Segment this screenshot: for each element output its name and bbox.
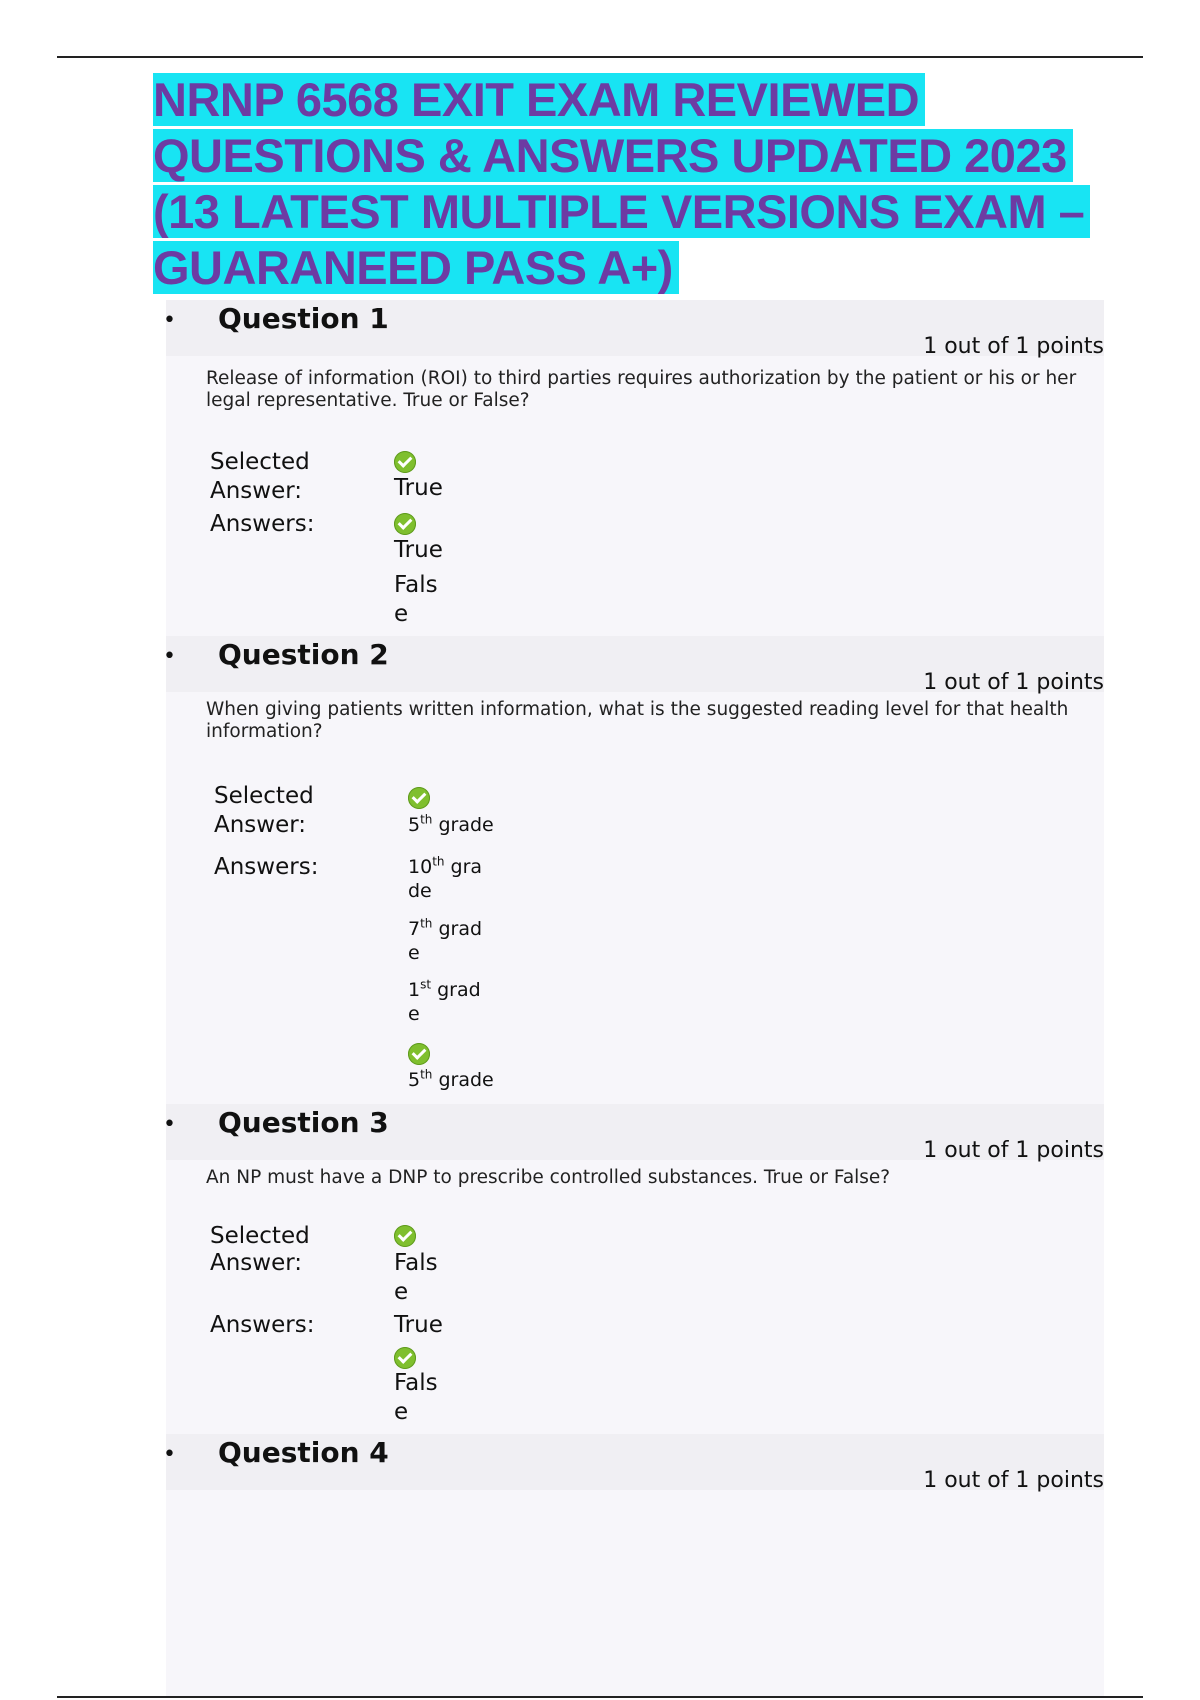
question-2-answer-option: 5th grade <box>408 1067 494 1091</box>
selected-label: Selected <box>214 783 314 809</box>
bullet: • <box>163 644 176 669</box>
question-1-header <box>163 300 1104 359</box>
question-2-answer-option: 7th grad e <box>408 916 483 964</box>
answers-label: Answers: <box>214 854 319 880</box>
question-3-answer-option: Fals e <box>394 1370 438 1425</box>
question-3-header <box>163 1104 1104 1163</box>
question-2-header <box>163 636 1104 695</box>
correct-check-icon <box>394 513 416 535</box>
question-1-selected-answer: True <box>394 475 443 501</box>
correct-check-icon <box>394 1225 416 1247</box>
question-4-title: Question 4 <box>218 1436 389 1469</box>
question-3-answer-option: True <box>394 1312 443 1338</box>
correct-check-icon <box>394 1347 416 1369</box>
question-4-header <box>163 1434 1104 1493</box>
answers-label: Answers: <box>210 511 315 537</box>
question-3-title: Question 3 <box>218 1106 389 1139</box>
top-rule <box>57 56 1143 58</box>
question-4-points: 1 out of 1 points <box>923 1468 1104 1493</box>
question-2-title: Question 2 <box>218 638 389 671</box>
bullet: • <box>163 308 176 333</box>
answers-label: Answers: <box>210 1312 315 1338</box>
question-1-text: Release of information (ROI) to third parties requires authorization by the patient or his or her legal representative. True or False? <box>206 368 1077 411</box>
question-2-selected-answer: 5th grade <box>408 812 494 836</box>
question-3-points: 1 out of 1 points <box>923 1138 1104 1163</box>
question-1-answer-option: True <box>394 537 443 563</box>
selected-label: Selected <box>210 449 310 475</box>
question-2-points: 1 out of 1 points <box>923 670 1104 695</box>
bullet: • <box>163 1442 176 1467</box>
selected-label: Selected <box>210 1223 310 1249</box>
correct-check-icon <box>408 787 430 809</box>
question-1-answer-option: Fals e <box>394 572 438 627</box>
question-2-answer-option: 10th gra de <box>408 854 483 902</box>
document-title: NRNP 6568 EXIT EXAM REVIEWED QUESTIONS & ANSWERS UPDATED 2023 (13 LATEST MULTIPLE VERSIONS EXAM – GUARANEED PASS A+) <box>153 72 1103 296</box>
question-1-title: Question 1 <box>218 302 389 335</box>
question-2-answer-option: 1st grad e <box>408 977 481 1025</box>
correct-check-icon <box>408 1043 430 1065</box>
bottom-rule <box>57 1696 1143 1698</box>
answer-label: Answer: <box>210 478 303 504</box>
question-2-text: When giving patients written information, what is the suggested reading level for that health information? <box>206 699 1069 742</box>
question-3-text: An NP must have a DNP to prescribe controlled substances. True or False? <box>206 1167 891 1188</box>
answer-label: Answer: <box>210 1250 303 1276</box>
answer-label: Answer: <box>214 812 307 838</box>
question-3-selected-answer: Fals e <box>394 1250 438 1305</box>
bullet: • <box>163 1112 176 1137</box>
correct-check-icon <box>394 451 416 473</box>
question-1-points: 1 out of 1 points <box>923 334 1104 359</box>
